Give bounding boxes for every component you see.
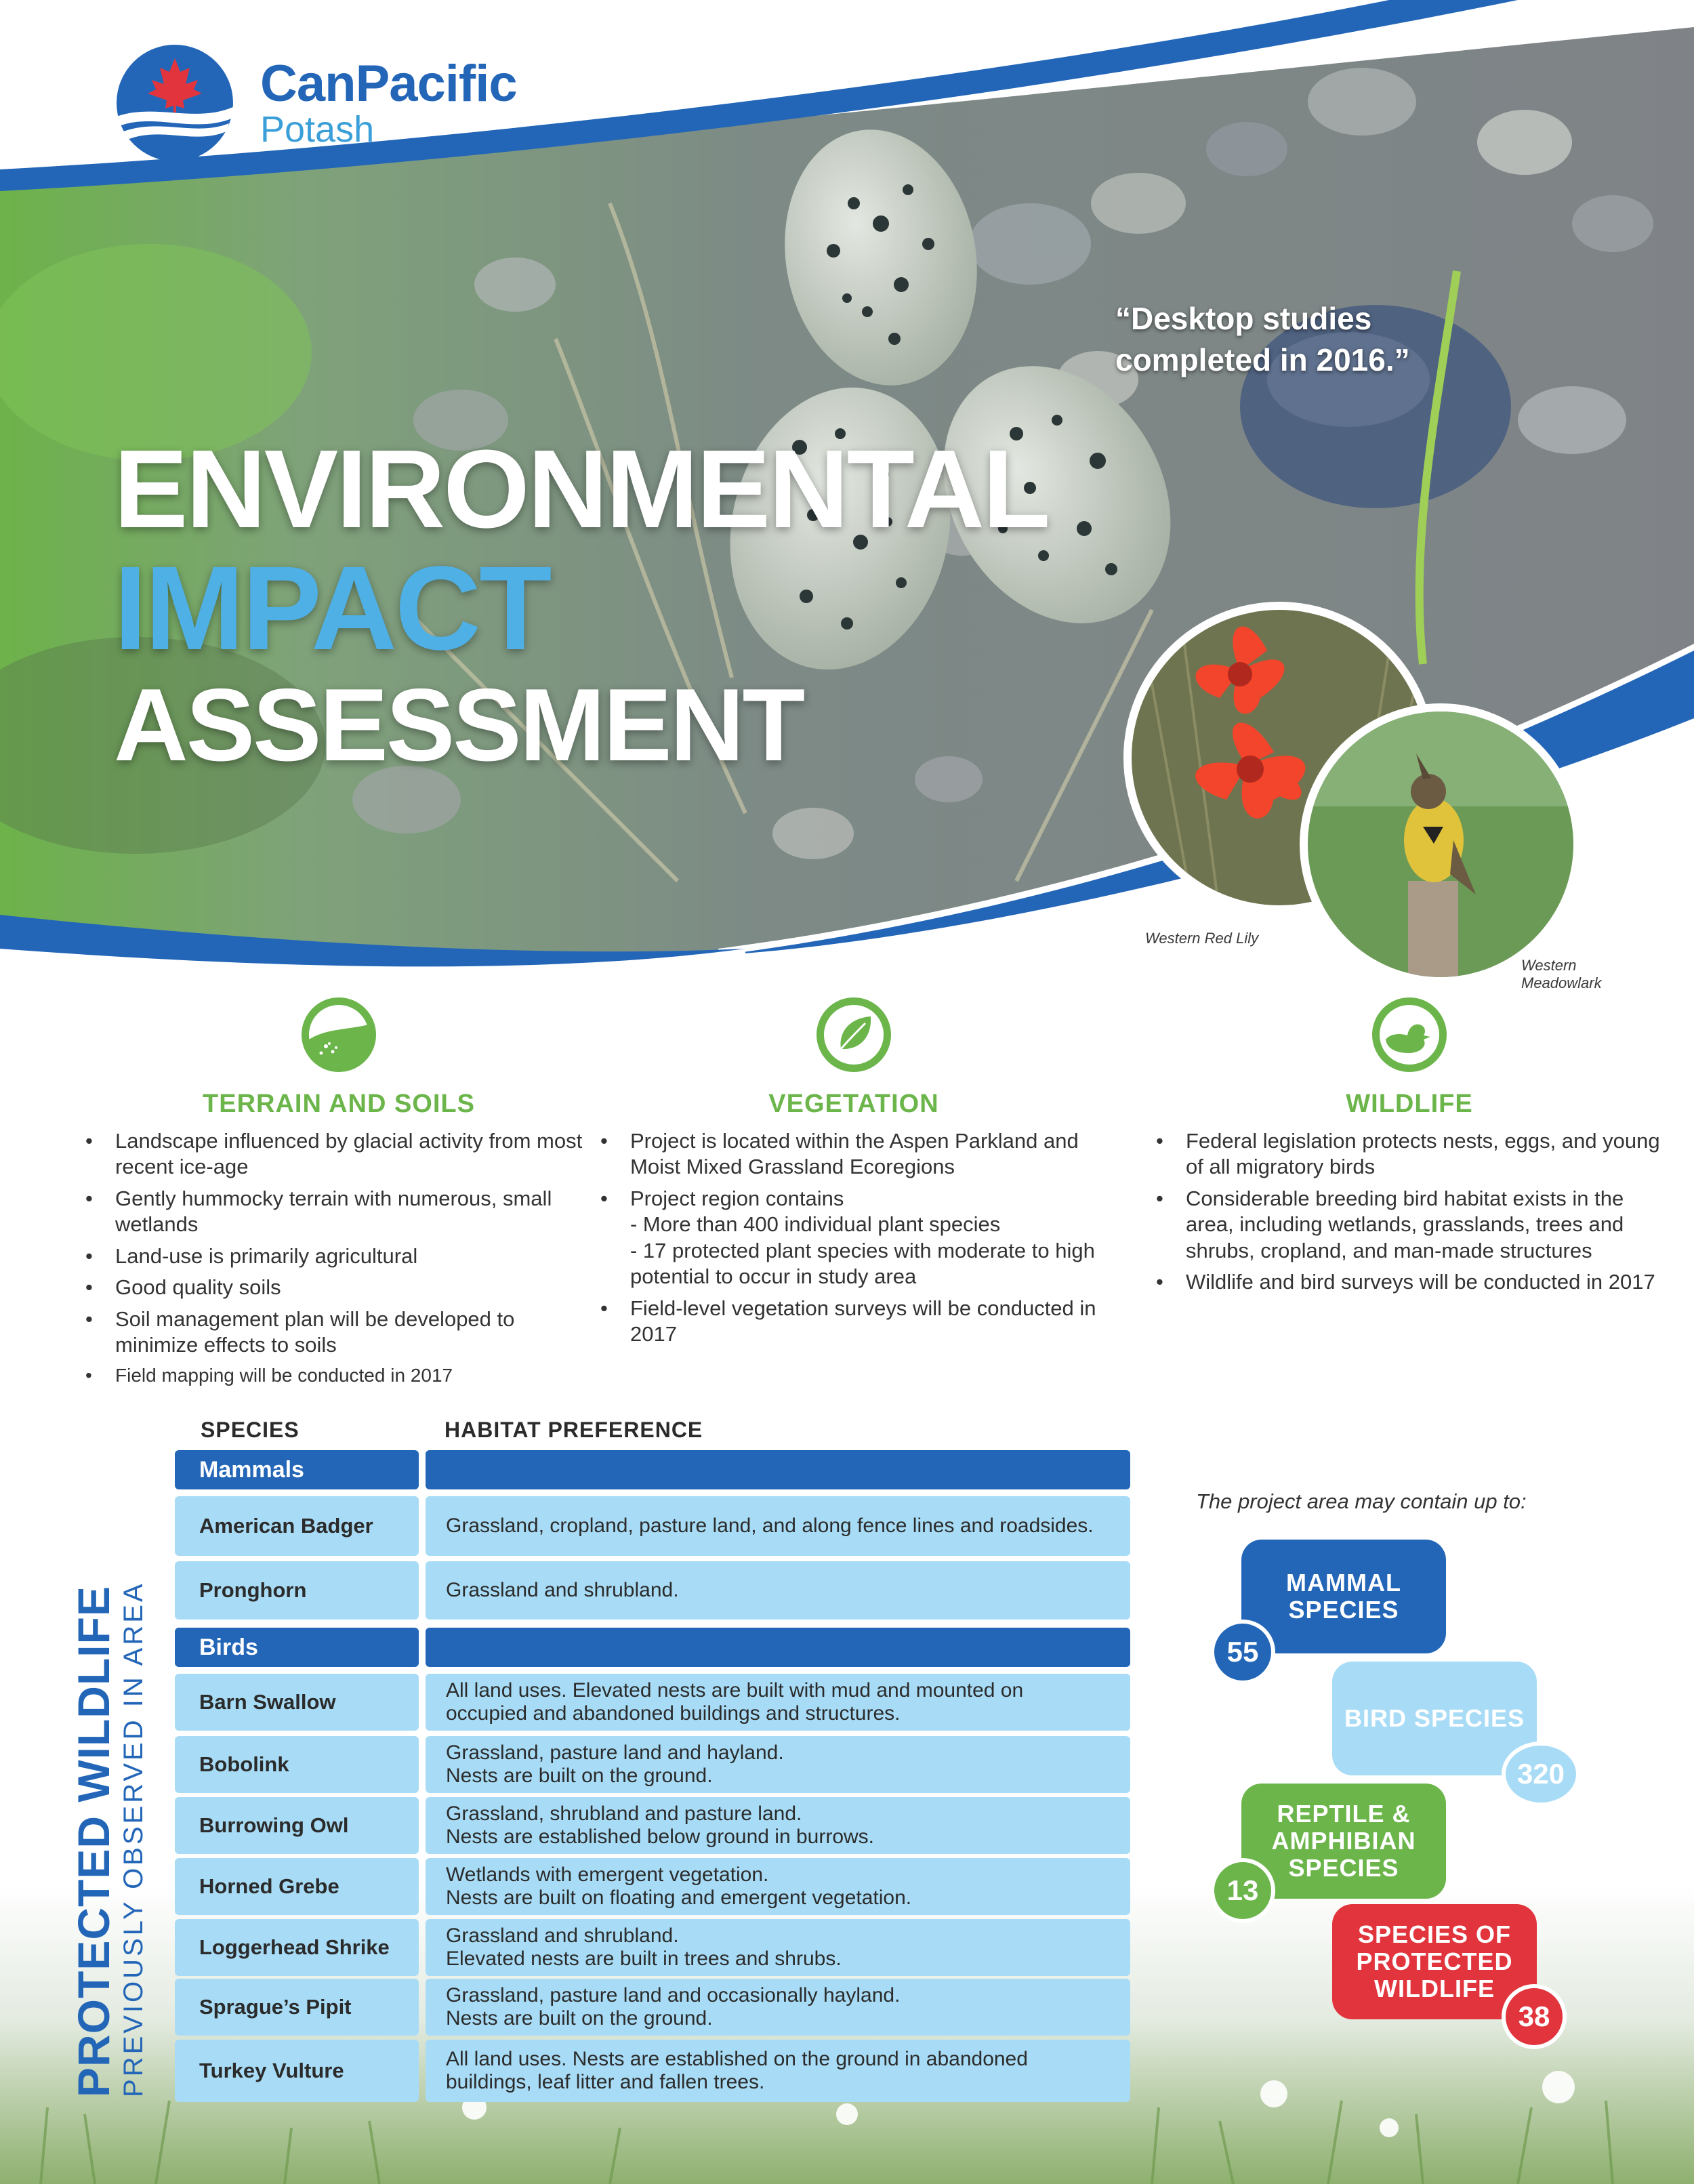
stat-reptile-amphibian-count: 13 (1210, 1858, 1275, 1923)
table-row (175, 1561, 1130, 1620)
topic-title-terrain: TERRAIN AND SOILS (203, 1090, 475, 1118)
hero-quote: “Desktop studies completed in 2016.” (1115, 301, 1410, 377)
topic-terrain-and-soils (81, 995, 596, 1393)
habitat-cell: Grassland and shrubland. Elevated nests are built in trees and shrubs. (426, 1919, 1130, 1976)
species-cell: Burrowing Owl (175, 1797, 419, 1854)
topic-vegetation (596, 995, 1111, 1353)
habitat-cell: Grassland, shrubland and pasture land. Nests are established below ground in burrows. (426, 1797, 1130, 1854)
stat-reptile-amphibian-species: REPTILE & AMPHIBIAN SPECIES (1241, 1784, 1446, 1899)
table-group-row (175, 1450, 1130, 1489)
soil-icon (299, 995, 379, 1075)
protected-wildlife-side-title (68, 1433, 148, 2097)
list-item: • Land-use is primarily agricultural (81, 1243, 596, 1269)
title-line-impact: IMPACT (114, 542, 550, 675)
group-label-birds: Birds (175, 1628, 419, 1667)
list-item: • Field-level vegetation surveys will be conducted in 2017 (596, 1296, 1111, 1348)
habitat-cell: Wetlands with emergent vegetation. Nests are built on floating and emergent vegetation. (426, 1858, 1130, 1915)
topic-list-terrain (81, 1128, 596, 1387)
stat-protected-count: 38 (1502, 1984, 1567, 2049)
stat-bird-species: BIRD SPECIES (1332, 1662, 1537, 1775)
table-group-row (175, 1628, 1130, 1667)
species-cell: Turkey Vulture (175, 2040, 419, 2102)
topic-list-wildlife (1152, 1128, 1667, 1296)
group-label-mammals: Mammals (175, 1450, 419, 1489)
species-cell: Barn Swallow (175, 1674, 419, 1731)
group-blank-cell (426, 1628, 1130, 1667)
caption-western-red-lily: Western Red Lily (1145, 930, 1259, 947)
stat-mammal-species: MAMMAL SPECIES (1241, 1540, 1446, 1653)
habitat-cell: All land uses. Nests are established on the ground in abandoned buildings, leaf litter and fallen trees. (426, 2040, 1130, 2102)
list-item: • Good quality soils (81, 1275, 596, 1300)
stat-protected-species: SPECIES OF PROTECTED WILDLIFE (1332, 1904, 1537, 2019)
table-row (175, 1979, 1130, 2036)
table-row (175, 1919, 1130, 1976)
habitat-cell: Grassland, pasture land and occasionally hayland. Nests are built on the ground. (426, 1979, 1130, 2036)
caption-meadowlark-line1: Western (1521, 957, 1577, 974)
brand-name: CanPacific (260, 55, 517, 112)
habitat-cell: Grassland, cropland, pasture land, and along fence lines and roadsides. (426, 1496, 1130, 1556)
list-item: • Federal legislation protects nests, eggs, and young of all migratory birds (1152, 1128, 1667, 1180)
table-row (175, 1674, 1130, 1731)
page-title (114, 427, 1049, 783)
duck-icon (1369, 995, 1449, 1075)
species-cell: Sprague’s Pipit (175, 1979, 419, 2036)
topic-title-vegetation: VEGETATION (768, 1090, 939, 1118)
topic-wildlife (1152, 995, 1667, 1301)
column-header-habitat: HABITAT PREFERENCE (445, 1418, 703, 1442)
list-item: • Field mapping will be conducted in 2017 (81, 1364, 596, 1388)
stat-bird-count: 320 (1502, 1742, 1580, 1807)
table-row (175, 1797, 1130, 1854)
stats-intro: The project area may contain up to: (1196, 1489, 1527, 1513)
column-header-species: SPECIES (201, 1418, 299, 1442)
maple-leaf-logo-icon (114, 42, 236, 164)
list-item: • Wildlife and bird surveys will be conducted in 2017 (1152, 1269, 1667, 1295)
table-row (175, 2040, 1130, 2102)
company-logo (114, 42, 517, 164)
brand-subname: Potash (260, 109, 375, 150)
title-line-environmental: ENVIRONMENTAL (114, 427, 1049, 551)
side-title-main: PROTECTED WILDLIFE (68, 1586, 119, 2097)
species-cell: Horned Grebe (175, 1858, 419, 1915)
list-item: • Project region contains - More than 400 individual plant species - 17 protected plant species with moderate to high potential to occur in study area (596, 1186, 1111, 1290)
habitat-cell: All land uses. Elevated nests are built with mud and mounted on occupied and abandoned buildings and structures. (426, 1674, 1130, 1731)
hero-banner (0, 0, 1694, 992)
list-item: • Gently hummocky terrain with numerous, small wetlands (81, 1186, 596, 1238)
caption-meadowlark-line2: Meadowlark (1521, 974, 1602, 992)
leaf-icon (814, 995, 894, 1075)
table-row (175, 1736, 1130, 1793)
list-item: • Project is located within the Aspen Parkland and Moist Mixed Grassland Ecoregions (596, 1128, 1111, 1180)
list-item: • Considerable breeding bird habitat exists in the area, including wetlands, grasslands, trees and shrubs, cropland, and man-made structures (1152, 1186, 1667, 1264)
topic-list-vegetation (596, 1128, 1111, 1348)
group-blank-cell (426, 1450, 1130, 1489)
list-item: • Soil management plan will be developed to minimize effects to soils (81, 1306, 596, 1359)
list-item: • Landscape influenced by glacial activity from most recent ice-age (81, 1128, 596, 1180)
species-cell: Pronghorn (175, 1561, 419, 1620)
species-cell: Loggerhead Shrike (175, 1919, 419, 1976)
species-cell: American Badger (175, 1496, 419, 1556)
stat-mammal-count: 55 (1210, 1620, 1275, 1685)
species-cell: Bobolink (175, 1736, 419, 1793)
table-row (175, 1858, 1130, 1915)
habitat-cell: Grassland, pasture land and hayland. Nests are built on the ground. (426, 1736, 1130, 1793)
habitat-cell: Grassland and shrubland. (426, 1561, 1130, 1620)
title-line-assessment: ASSESSMENT (114, 667, 804, 783)
side-title-sub: PREVIOUSLY OBSERVED IN AREA (119, 1581, 148, 2097)
caption-western-meadowlark (1521, 957, 1602, 993)
table-row (175, 1496, 1130, 1556)
topic-title-wildlife: WILDLIFE (1346, 1090, 1473, 1118)
